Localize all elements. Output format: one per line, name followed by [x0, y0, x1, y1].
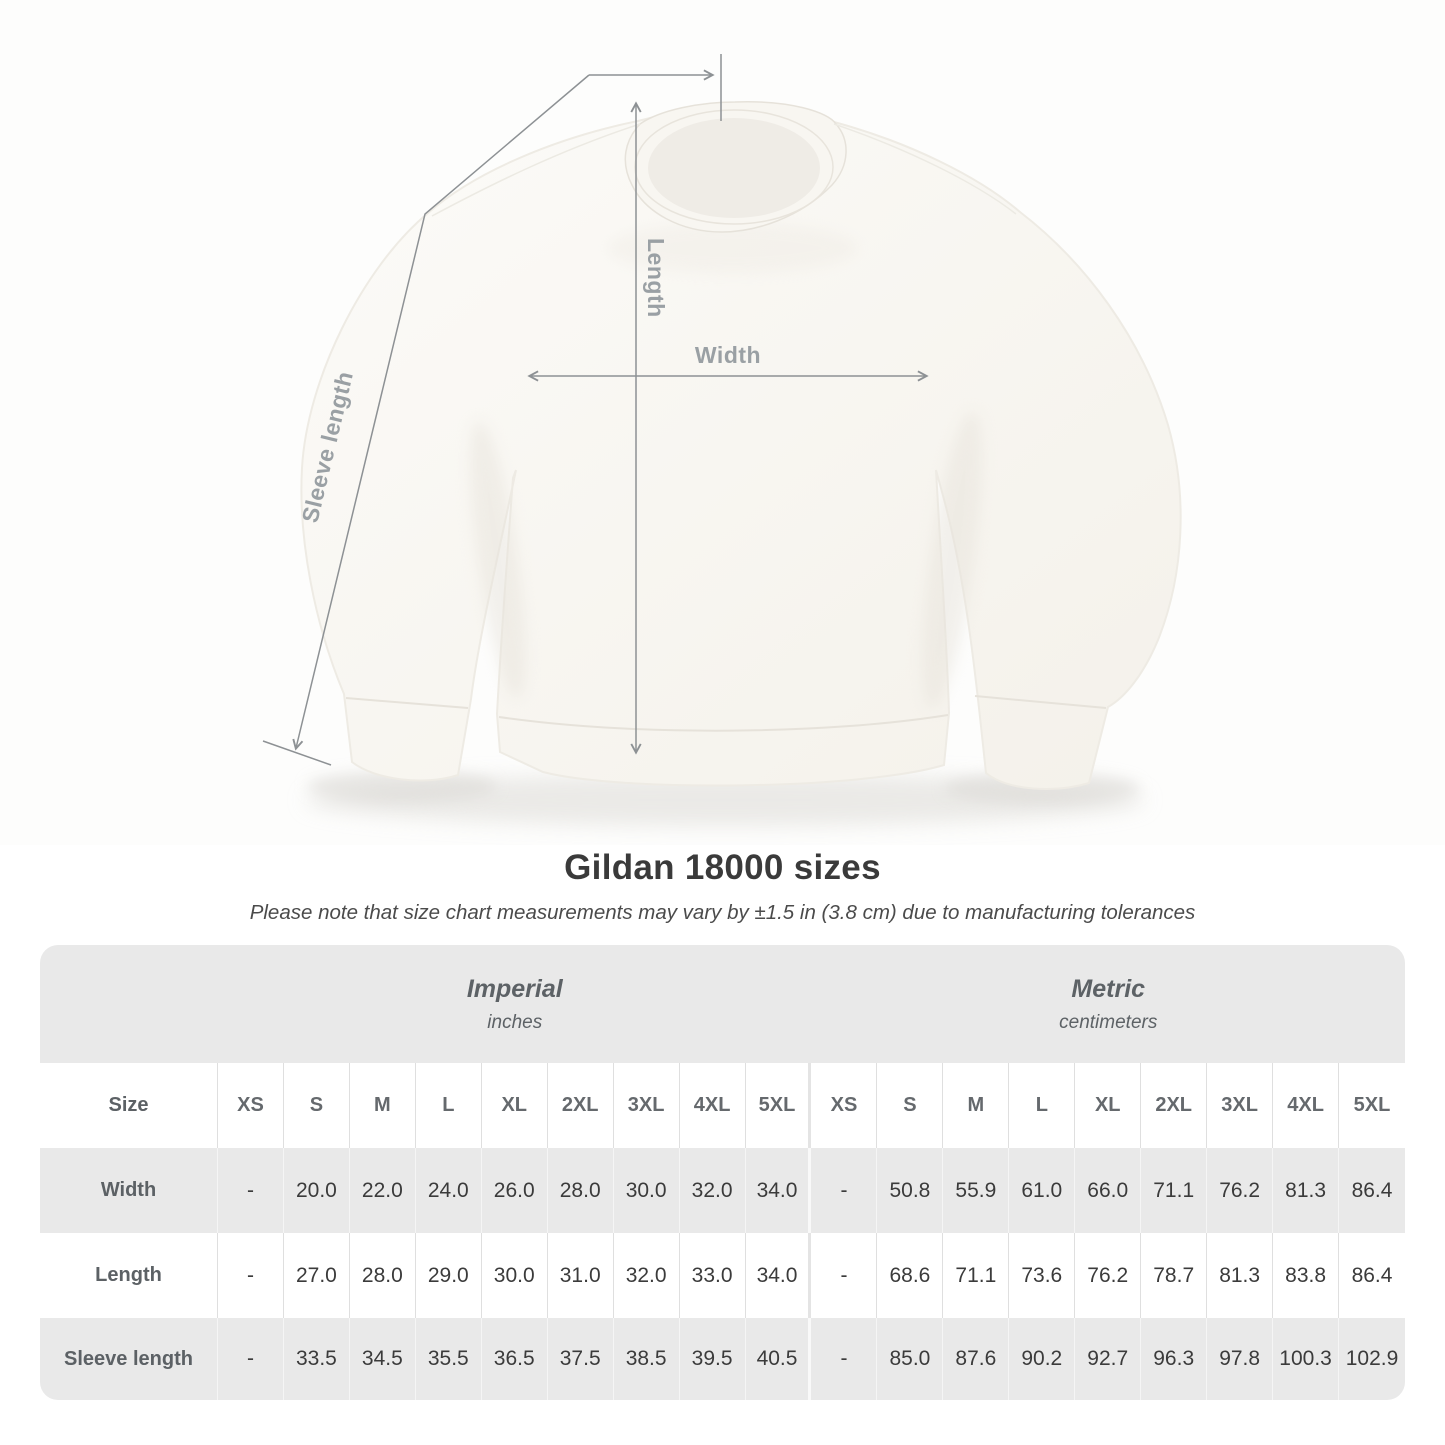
size-header-cell: L	[416, 1063, 482, 1148]
value-cell: 86.4	[1351, 1178, 1393, 1202]
value-cell: 73.6	[1009, 1233, 1075, 1318]
row-label: Length	[40, 1233, 218, 1318]
value-cell: 76.2	[1207, 1148, 1273, 1233]
imperial-title: Imperial	[466, 974, 563, 1003]
value-cell: 86.4	[1351, 1263, 1393, 1287]
value-cell: 61.0	[1009, 1148, 1075, 1233]
value-cell: 66.0	[1075, 1148, 1141, 1233]
size-header-cell: 5XL	[746, 1063, 812, 1148]
value-cell: 92.7	[1075, 1318, 1141, 1400]
value-cell: 32.0	[680, 1148, 746, 1233]
value-cell: 36.5	[482, 1318, 548, 1400]
row-label: Width	[40, 1148, 218, 1233]
row-label: Sleeve length	[40, 1318, 218, 1400]
tolerance-note: Please note that size chart measurements may vary by ±1.5 in (3.8 cm) due to manufacturing tolerances	[249, 901, 1196, 924]
value-cell: 27.0	[284, 1233, 350, 1318]
table-header-row	[40, 1063, 1405, 1148]
value-cell: 100.3	[1273, 1318, 1339, 1400]
value-cell: 30.0	[482, 1233, 548, 1318]
value-cell: 37.5	[548, 1318, 614, 1400]
value-cell: 90.2	[1009, 1318, 1075, 1400]
value-cell: -	[811, 1318, 877, 1400]
value-cell: 33.5	[284, 1318, 350, 1400]
value-cell: 33.0	[680, 1233, 746, 1318]
sleeve-length-label: Sleeve length	[296, 368, 358, 526]
value-cell: 81.3	[1273, 1148, 1339, 1233]
size-header-cell: XS	[218, 1063, 284, 1148]
value-cell: 39.5	[680, 1318, 746, 1400]
width-label: Width	[694, 342, 762, 368]
value-cell: 34.0	[746, 1148, 812, 1233]
metric-unit: centimeters	[1059, 1011, 1158, 1033]
size-header-cell: 3XL	[1207, 1063, 1273, 1148]
size-grid	[40, 1063, 1405, 1400]
value-cell: 34.0	[746, 1233, 812, 1318]
unit-group-imperial	[218, 945, 812, 1063]
value-cell: 85.0	[877, 1318, 943, 1400]
value-cell: 68.6	[877, 1233, 943, 1318]
value-cell: 50.8	[877, 1148, 943, 1233]
table-row	[40, 1233, 1405, 1318]
value-cell: 30.0	[614, 1148, 680, 1233]
value-cell: 35.5	[416, 1318, 482, 1400]
value-cell: 40.5	[746, 1318, 812, 1400]
value-cell: 71.1	[1141, 1148, 1207, 1233]
value-cell: 34.5	[350, 1318, 416, 1400]
metric-title: Metric	[1071, 974, 1146, 1003]
value-cell: -	[218, 1318, 284, 1400]
size-header-cell: 2XL	[1141, 1063, 1207, 1148]
table-row	[40, 1318, 1405, 1400]
value-cell: 31.0	[548, 1233, 614, 1318]
value-cell: 38.5	[614, 1318, 680, 1400]
unit-header-band	[40, 945, 1405, 1063]
value-cell: 29.0	[416, 1233, 482, 1318]
value-cell: 83.8	[1273, 1233, 1339, 1318]
size-header-cell: L	[1009, 1063, 1075, 1148]
size-header-cell: M	[943, 1063, 1009, 1148]
value-cell: 78.7	[1141, 1233, 1207, 1318]
size-header-cell: XL	[482, 1063, 548, 1148]
value-cell: -	[218, 1233, 284, 1318]
table-row	[40, 1148, 1405, 1233]
size-header-cell: M	[350, 1063, 416, 1148]
value-cell: -	[811, 1148, 877, 1233]
value-cell: 28.0	[350, 1233, 416, 1318]
value-cell: -	[218, 1148, 284, 1233]
value-cell: 71.1	[943, 1233, 1009, 1318]
value-cell: 97.8	[1207, 1318, 1273, 1400]
size-header-cell: 2XL	[548, 1063, 614, 1148]
value-cell: 102.9	[1345, 1347, 1399, 1370]
page-title: Gildan 18000 sizes	[564, 848, 881, 887]
value-cell: 81.3	[1207, 1233, 1273, 1318]
value-cell: 28.0	[548, 1148, 614, 1233]
size-header-cell: 4XL	[680, 1063, 746, 1148]
value-cell: 20.0	[284, 1148, 350, 1233]
value-cell: 32.0	[614, 1233, 680, 1318]
size-header-cell: 4XL	[1273, 1063, 1339, 1148]
length-label: Length	[643, 238, 669, 318]
unit-group-metric	[812, 945, 1406, 1063]
imperial-unit: inches	[487, 1011, 543, 1033]
size-header-cell: 5XL	[1353, 1094, 1391, 1116]
value-cell: 55.9	[943, 1148, 1009, 1233]
size-header-cell: S	[284, 1063, 350, 1148]
value-cell: -	[811, 1233, 877, 1318]
value-cell: 26.0	[482, 1148, 548, 1233]
size-table	[40, 945, 1405, 1400]
value-cell: 22.0	[350, 1148, 416, 1233]
size-header-cell: 3XL	[614, 1063, 680, 1148]
value-cell: 24.0	[416, 1148, 482, 1233]
size-header-cell: S	[877, 1063, 943, 1148]
size-header-cell: XS	[811, 1063, 877, 1148]
value-cell: 87.6	[943, 1318, 1009, 1400]
value-cell: 96.3	[1141, 1318, 1207, 1400]
size-header-cell: XL	[1075, 1063, 1141, 1148]
band-spacer	[40, 945, 218, 1063]
value-cell: 76.2	[1075, 1233, 1141, 1318]
size-column-header: Size	[40, 1063, 218, 1148]
